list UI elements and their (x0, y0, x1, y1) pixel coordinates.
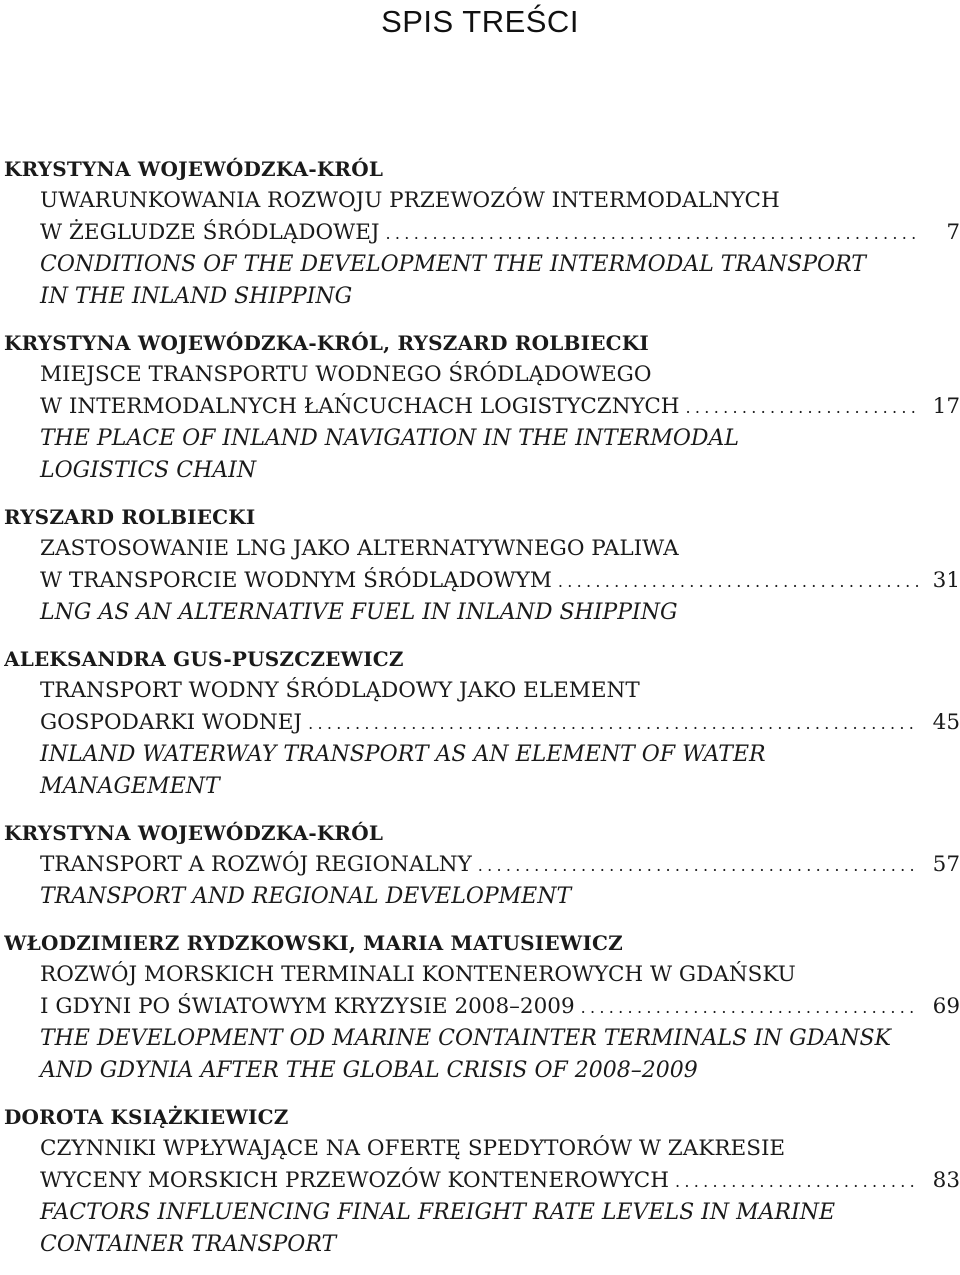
entry-author: KRYSTYNA WOJEWÓDZKA-KRÓL, RYSZARD ROLBIECKI (4, 331, 649, 355)
toc-entry (4, 501, 960, 629)
entry-english-title-line: LOGISTICS CHAIN (40, 458, 257, 483)
page-number: 45 (932, 710, 960, 735)
entry-title-line: W INTERMODALNYCH ŁAŃCUCHACH LOGISTYCZNYCH (40, 394, 680, 419)
dot-leader (478, 850, 919, 881)
page-number: 69 (932, 994, 960, 1019)
entry-title-page-line[interactable] (4, 707, 960, 739)
entry-english-title-line: CONDITIONS OF THE DEVELOPMENT THE INTERMODAL TRANSPORT (40, 252, 866, 277)
table-of-contents (4, 153, 960, 1275)
entry-english-title-line: IN THE INLAND SHIPPING (40, 284, 353, 309)
page-number: 7 (946, 220, 960, 245)
toc-entry (4, 817, 960, 913)
entry-author: WŁODZIMIERZ RYDZKOWSKI, MARIA MATUSIEWICZ (4, 931, 623, 955)
dot-leader (386, 218, 920, 249)
dot-leader (686, 392, 919, 423)
entry-english-title-line: AND GDYNIA AFTER THE GLOBAL CRISIS OF 2008–2009 (40, 1058, 698, 1083)
entry-title-line: WYCENY MORSKICH PRZEWOZÓW KONTENEROWYCH (40, 1168, 669, 1193)
entry-english-title-line: CONTAINER TRANSPORT (40, 1232, 337, 1257)
entry-english-title-line: MANAGEMENT (40, 774, 220, 799)
entry-title-line: UWARUNKOWANIA ROZWOJU PRZEWOZÓW INTERMODALNYCH (40, 188, 780, 213)
entry-title-page-line[interactable] (4, 217, 960, 249)
dot-leader (675, 1166, 919, 1197)
toc-entry (4, 153, 960, 313)
toc-entry (4, 643, 960, 803)
entry-title-line: CZYNNIKI WPŁYWAJĄCE NA OFERTĘ SPEDYTORÓW W ZAKRESIE (40, 1136, 786, 1161)
entry-title-line: ZASTOSOWANIE LNG JAKO ALTERNATYWNEGO PALIWA (40, 536, 679, 561)
entry-english-title-line: FACTORS INFLUENCING FINAL FREIGHT RATE LEVELS IN MARINE (40, 1200, 836, 1225)
entry-title-line: TRANSPORT WODNY ŚRÓDLĄDOWY JAKO ELEMENT (40, 678, 640, 703)
entry-english-title-line: THE PLACE OF INLAND NAVIGATION IN THE INTERMODAL (40, 426, 740, 451)
page-number: 57 (932, 852, 960, 877)
toc-entry (4, 1101, 960, 1261)
entry-title-page-line[interactable] (4, 565, 960, 597)
dot-leader (558, 566, 919, 597)
toc-entry (4, 927, 960, 1087)
entry-english-title-line: INLAND WATERWAY TRANSPORT AS AN ELEMENT OF WATER (40, 742, 766, 767)
dot-leader (308, 708, 919, 739)
entry-author: ALEKSANDRA GUS-PUSZCZEWICZ (4, 647, 404, 671)
entry-title-line: ROZWÓJ MORSKICH TERMINALI KONTENEROWYCH W GDAŃSKU (40, 962, 796, 987)
page-number: 83 (932, 1168, 960, 1193)
entry-author: RYSZARD ROLBIECKI (4, 505, 256, 529)
entry-english-title-line: LNG AS AN ALTERNATIVE FUEL IN INLAND SHIPPING (40, 600, 678, 625)
entry-english-title-line: THE DEVELOPMENT OD MARINE CONTAINTER TERMINALS IN GDANSK (40, 1026, 891, 1051)
entry-title-page-line[interactable] (4, 391, 960, 423)
entry-english-title-line: TRANSPORT AND REGIONAL DEVELOPMENT (40, 884, 572, 909)
entry-title-line: GOSPODARKI WODNEJ (40, 710, 303, 735)
entry-title-line: MIEJSCE TRANSPORTU WODNEGO ŚRÓDLĄDOWEGO (40, 362, 652, 387)
entry-title-line: I GDYNI PO ŚWIATOWYM KRYZYSIE 2008–2009 (40, 994, 575, 1019)
entry-author: DOROTA KSIĄŻKIEWICZ (4, 1105, 289, 1129)
page-number: 31 (932, 568, 960, 593)
entry-title-line: TRANSPORT A ROZWÓJ REGIONALNY (40, 852, 472, 877)
entry-title-line: W ŻEGLUDZE ŚRÓDLĄDOWEJ (40, 220, 380, 245)
entry-title-page-line[interactable] (4, 991, 960, 1023)
dot-leader (581, 992, 919, 1023)
page-title: SPIS TREŚCI (381, 4, 579, 39)
entry-title-line: W TRANSPORCIE WODNYM ŚRÓDLĄDOWYM (40, 568, 552, 593)
toc-entry (4, 327, 960, 487)
entry-author: KRYSTYNA WOJEWÓDZKA-KRÓL (4, 821, 384, 845)
entry-title-page-line[interactable] (4, 849, 960, 881)
entry-author: KRYSTYNA WOJEWÓDZKA-KRÓL (4, 157, 384, 181)
page-number: 17 (932, 394, 960, 419)
entry-title-page-line[interactable] (4, 1165, 960, 1197)
